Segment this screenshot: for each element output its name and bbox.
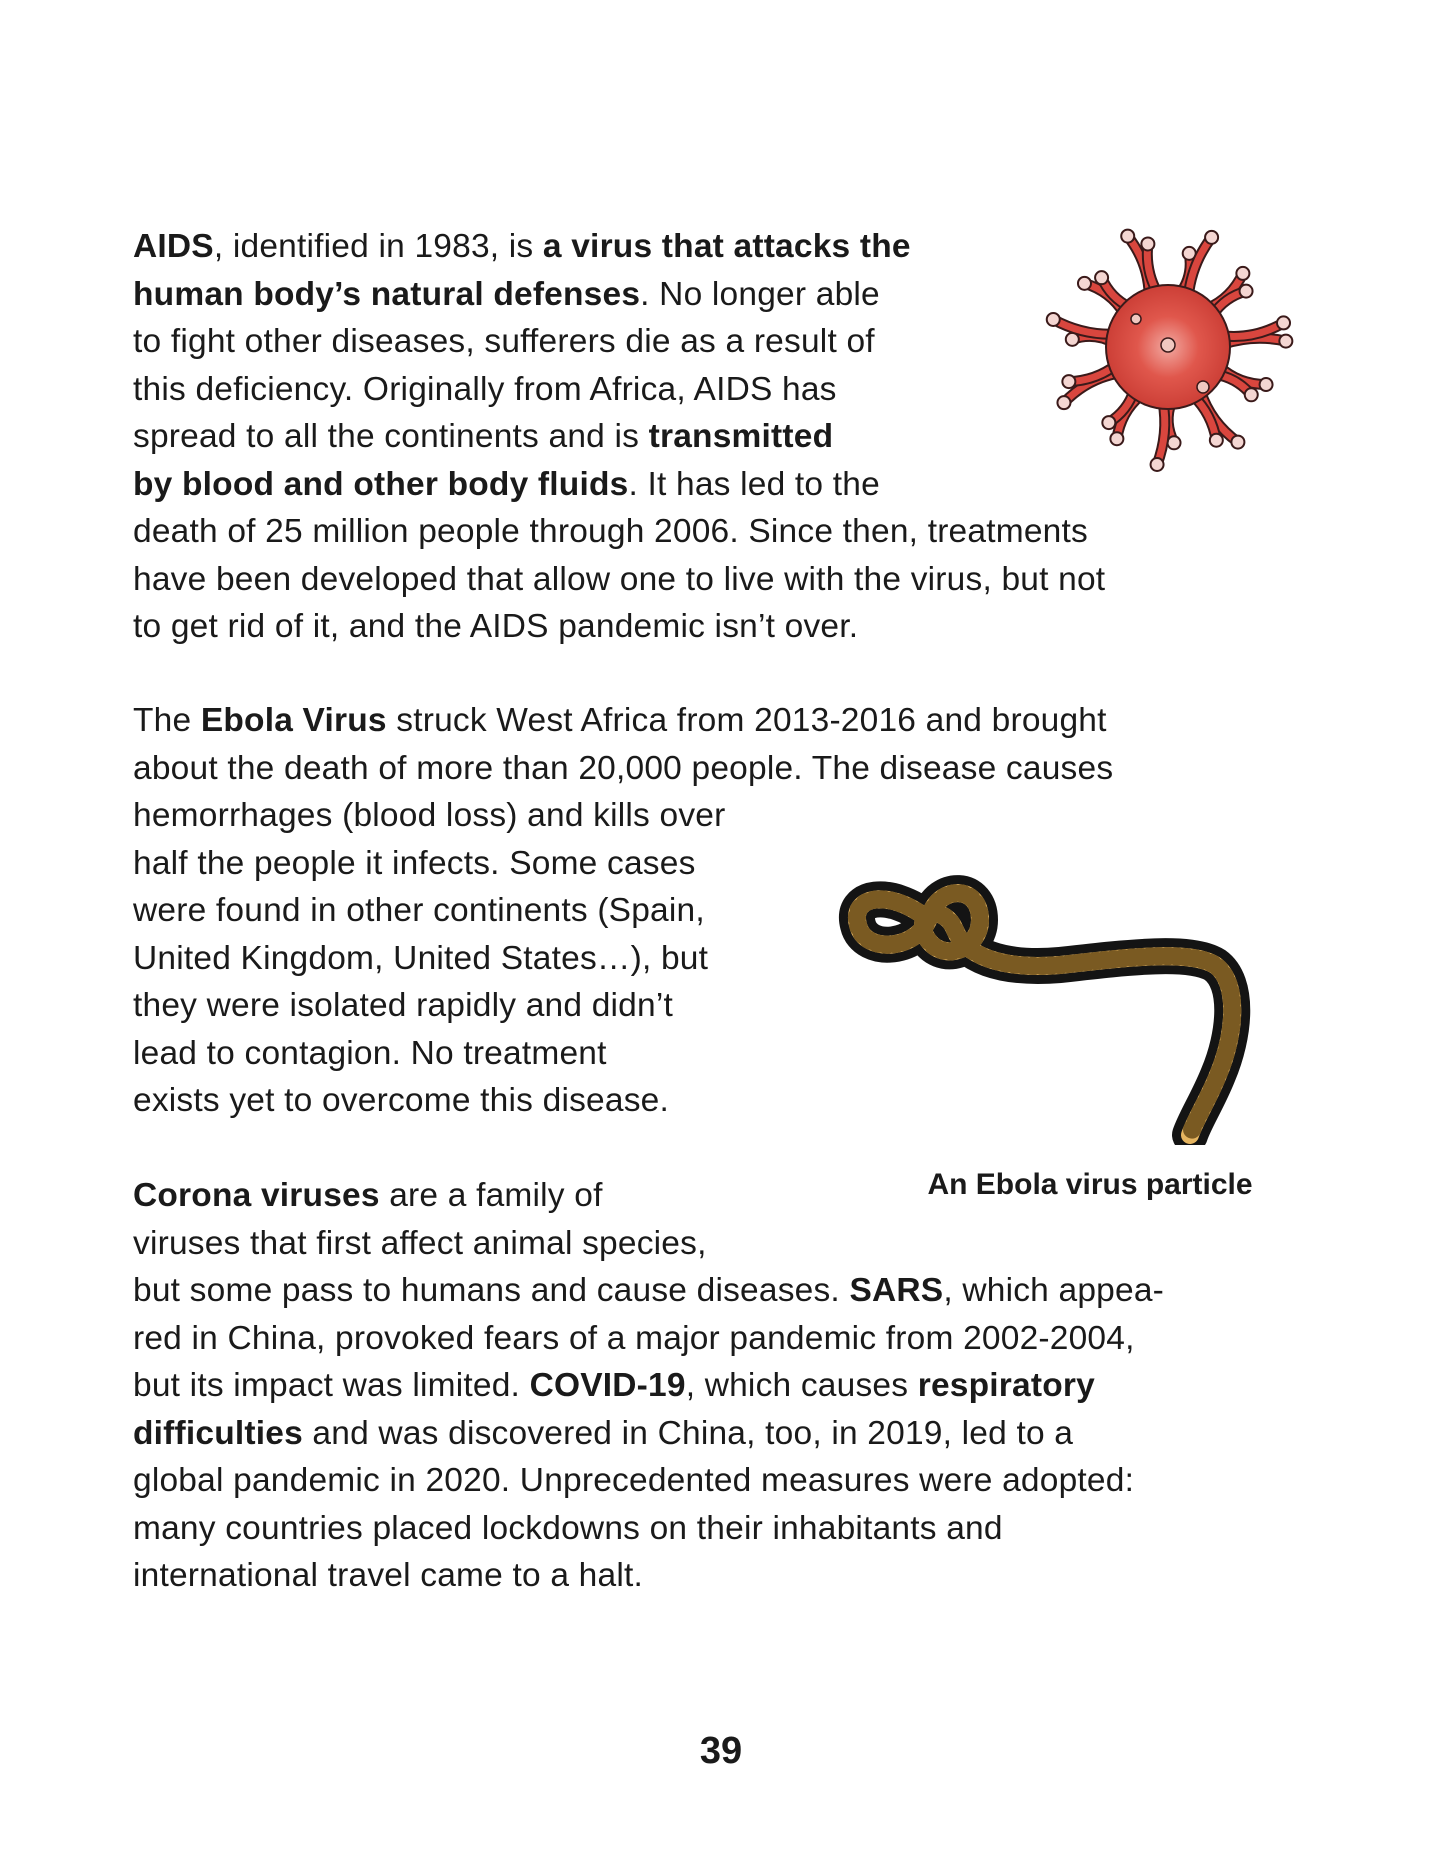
bold-text: transmitted	[648, 418, 834, 455]
virus-spike-tip	[1151, 458, 1164, 471]
text-segment: are a family of	[379, 1177, 603, 1214]
virus-spike-tip	[1231, 436, 1244, 449]
text-segment: this deficiency. Originally from Africa, AIDS has	[133, 370, 837, 408]
virus-spike-tip	[1279, 335, 1292, 348]
virus-spike-tip	[1102, 416, 1115, 429]
virus-spike-tip	[1057, 396, 1070, 409]
text-line	[133, 271, 1105, 319]
bold-text: respiratory	[917, 1367, 1095, 1404]
text-segment: half the people it infects. Some cases	[133, 844, 696, 882]
virus-spike-tip	[1277, 316, 1290, 329]
virus-spike-tip	[1205, 231, 1218, 244]
text-segment: and was discovered in China, too, in 2019, led to a	[302, 1414, 1074, 1452]
text-line	[133, 1362, 1164, 1410]
text-line	[133, 1267, 1164, 1315]
text-line	[133, 366, 1105, 414]
text-segment: but its impact was limited.	[133, 1367, 530, 1404]
figure-caption: An Ebola virus particle	[927, 1168, 1253, 1201]
text-segment: have been developed that allow one to live with the virus, but not	[133, 560, 1106, 598]
text-line	[133, 1505, 1164, 1553]
virus-spike-tip	[1078, 277, 1091, 290]
text-segment: United Kingdom, United States…), but	[133, 939, 709, 977]
text-segment: global pandemic in 2020. Unprecedented measures were adopted:	[133, 1462, 1135, 1499]
text-segment: but some pass to humans and cause diseases.	[133, 1272, 850, 1309]
text-line	[133, 792, 1113, 840]
ebola-body	[857, 893, 1232, 1135]
text-segment: red in China, provoked fears of a major pandemic from 2002-2004,	[133, 1319, 1135, 1357]
text-line	[133, 413, 1105, 461]
bold-text: a virus that attacks the	[542, 228, 911, 265]
virus-illustration	[1038, 207, 1298, 487]
text-segment: spread to all the continents and is	[133, 418, 649, 455]
virus-dot	[1131, 314, 1141, 324]
text-segment: struck West Africa from 2013-2016 and brought	[386, 702, 1107, 739]
virus-spike-tip	[1062, 375, 1075, 388]
text-line	[133, 603, 1105, 651]
corona-paragraph	[133, 1172, 1164, 1600]
text-segment: , which causes	[685, 1367, 918, 1404]
text-segment: The	[133, 702, 201, 739]
text-segment: to fight other diseases, sufferers die as a result of	[133, 323, 875, 360]
ebola-virus-illustration	[830, 835, 1280, 1145]
bold-text: Ebola Virus	[200, 702, 387, 739]
text-segment: they were isolated rapidly and didn’t	[133, 987, 673, 1024]
text-line	[133, 556, 1105, 604]
virus-spike-tip	[1210, 434, 1223, 447]
virus-spike-tip	[1141, 237, 1154, 250]
page-number: 39	[699, 1730, 743, 1772]
bold-text: human body’s natural defenses	[133, 275, 641, 313]
bold-text: Corona viruses	[133, 1177, 380, 1214]
text-segment: . No longer able	[640, 275, 880, 313]
text-line	[133, 1457, 1164, 1505]
virus-spike-tip	[1121, 230, 1134, 243]
virus-spike-tip	[1168, 436, 1181, 449]
text-line	[133, 1410, 1164, 1458]
text-line	[133, 745, 1113, 793]
text-line	[133, 1315, 1164, 1363]
text-segment: lead to contagion. No treatment	[133, 1034, 607, 1072]
virus-spike-tip	[1236, 267, 1249, 280]
text-segment: international travel came to a halt.	[133, 1557, 643, 1594]
text-segment: exists yet to overcome this disease.	[133, 1082, 669, 1119]
virus-dot	[1197, 381, 1209, 393]
text-segment: to get rid of it, and the AIDS pandemic isn’t over.	[133, 608, 859, 645]
virus-spike-tip	[1110, 432, 1123, 445]
text-segment: , which appea-	[943, 1272, 1165, 1309]
text-segment: hemorrhages (blood loss) and kills over	[133, 797, 726, 834]
bold-text: difficulties	[133, 1414, 303, 1452]
text-line	[133, 1552, 1164, 1600]
virus-spike-tip	[1095, 271, 1108, 284]
text-line	[133, 461, 1105, 509]
text-line	[133, 697, 1113, 745]
text-segment: , identified in 1983, is	[213, 228, 543, 265]
virus-center-dot	[1161, 338, 1175, 352]
bold-text: SARS	[849, 1272, 944, 1309]
aids-paragraph	[133, 223, 1105, 651]
text-segment: about the death of more than 20,000 people. The disease causes	[133, 749, 1114, 787]
text-segment: many countries placed lockdowns on their inhabitants and	[133, 1509, 1003, 1547]
text-line	[133, 223, 1105, 271]
text-segment: viruses that first affect animal species,	[133, 1224, 707, 1262]
text-segment: . It has led to the	[628, 465, 880, 503]
bold-text: by blood and other body fluids	[133, 465, 629, 503]
text-line	[133, 508, 1105, 556]
text-segment: death of 25 million people through 2006. Since then, treatments	[133, 513, 1088, 550]
virus-spike-tip	[1240, 285, 1253, 298]
bold-text: COVID-19	[529, 1367, 686, 1404]
virus-spike-tip	[1260, 378, 1273, 391]
text-line	[133, 318, 1105, 366]
text-line	[133, 1220, 1164, 1268]
virus-spike-tip	[1245, 388, 1258, 401]
bold-text: AIDS	[133, 228, 214, 265]
virus-spike-tip	[1047, 313, 1060, 326]
virus-spike	[1157, 402, 1165, 465]
text-segment: were found in other continents (Spain,	[133, 892, 705, 929]
